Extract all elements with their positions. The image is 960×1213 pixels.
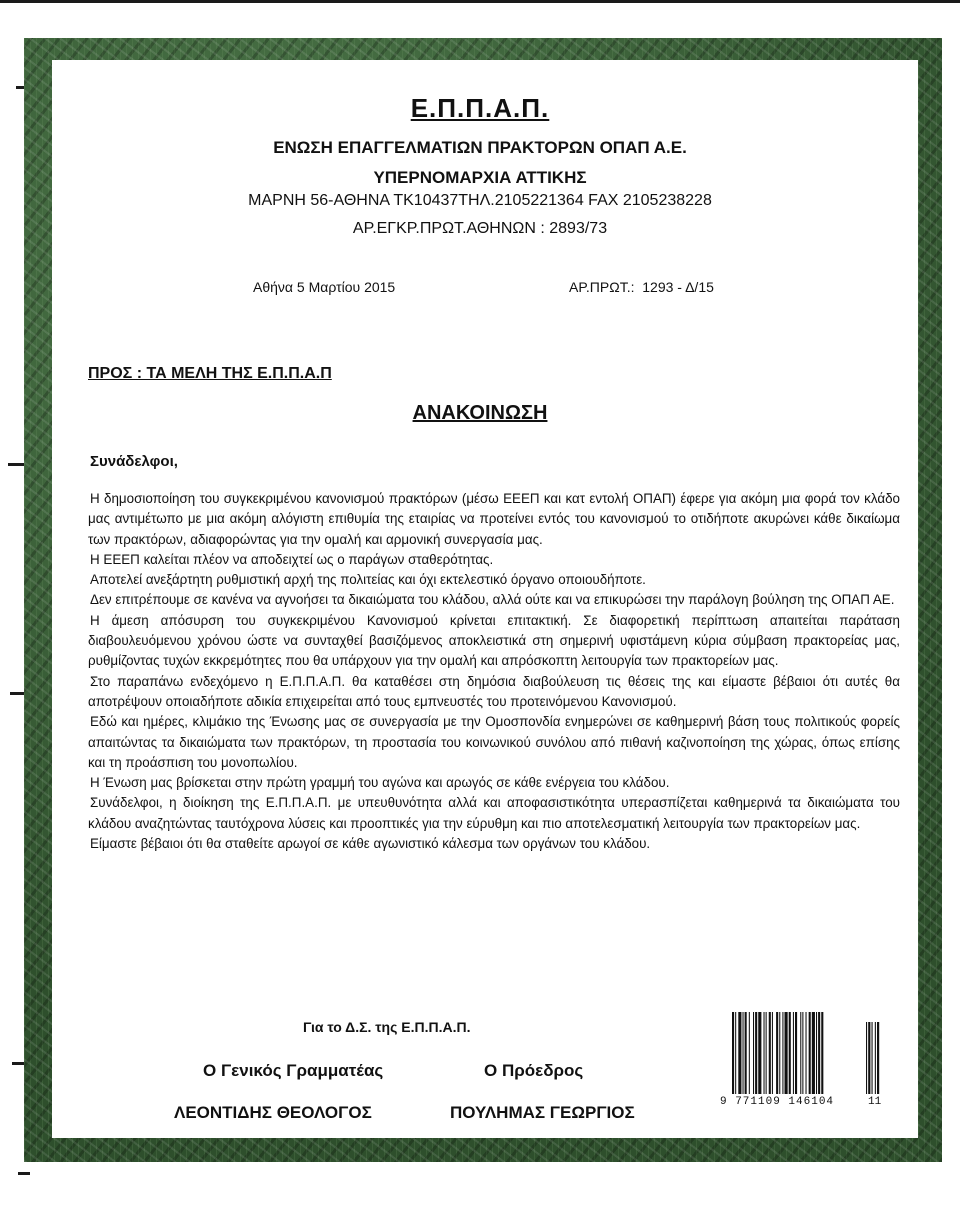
body-paragraph: Είμαστε βέβαιοι ότι θα σταθείτε αρωγοί σε κάθε αγωνιστικό κάλεσμα των οργάνων του κλάδου. xyxy=(90,836,651,852)
president-name: ΠΟΥΛΗΜΑΣ ΓΕΩΡΓΙΟΣ xyxy=(450,1103,635,1122)
announcement-heading: ΑΝΑΚΟΙΝΩΣΗ xyxy=(412,402,548,424)
body-paragraph: Στο παραπάνω ενδεχόμενο η Ε.Π.Π.Α.Π. θα καταθέσει στη δημόσια διαβούλευση τις θέσεις της και είμαστε βέβαιοι ότι αυτές θα αποτρέψουν οποιαδήποτε αδικία επιχειρείται από τους εμπνευστές του προτεινόμενου Κανονισμού. xyxy=(88,673,900,709)
document-date: Αθήνα 5 Μαρτίου 2015 xyxy=(253,279,396,295)
body-paragraph: Η ΕΕΕΠ καλείται πλέον να αποδειχτεί ως ο παράγων σταθερότητας. xyxy=(90,551,494,567)
body-paragraph: Συνάδελφοι, η διοίκηση της Ε.Π.Π.Α.Π. με υπευθυνότητα αλλά και αποφασιστικότητα υπερασπίζεται καθημερινά τα δικαιώματα του κλάδου αναζητώντας ταυτόχρονα λύσεις και προοπτικές για την εύρυθμη και πιο αποτελεσματική λειτουργία των πρακτορείων μας. xyxy=(88,795,900,831)
union-acronym: Ε.Π.Π.Α.Π. xyxy=(410,93,550,123)
contact-address: ΜΑΡΝΗ 56-ΑΘΗΝΑ ΤΚ10437ΤΗΛ.2105221364 FAX 2105238228 xyxy=(248,192,712,209)
body-paragraph: Η άμεση απόσυρση του συγκεκριμένου Κανονισμού κρίνεται επιτακτική. Σε διαφορετική περίπτωση απαιτείται παράταση διαβουλευόμενου χρόνου ώστε να συνταχθεί βασιζόμενος αποκλειστικά στη σημερινή υφιστάμενη κύρια σύμβαση πρακτορείας μας, ρυθμίζοντας τυχών εκκρεμότητες που θα υπάρχουν για την ομαλή και απρόσκοπτη λειτουργία των πρακτορείων μας. xyxy=(88,612,900,669)
body-paragraph: Η Ένωση μας βρίσκεται στην πρώτη γραμμή του αγώνα και αρωγός σε κάθε ενέργεια του κλάδου. xyxy=(90,775,670,791)
registration-number: ΑΡ.ΕΓΚΡ.ΠΡΩΤ.ΑΘΗΝΩΝ : 2893/73 xyxy=(352,220,608,237)
announcement-body xyxy=(88,489,900,854)
secretary-title: Ο Γενικός Γραμματέας xyxy=(203,1061,384,1080)
barcode-bars xyxy=(720,1012,886,1096)
barcode xyxy=(720,1012,886,1110)
body-paragraph: Δεν επιτρέπουμε σε κανένα να αγνοήσει τα δικαιώματα του κλάδου, αλλά ούτε και να επικυρώσει την παράλογη βούληση της ΟΠΑΠ ΑΕ. xyxy=(90,592,895,608)
protocol-label: ΑΡ.ΠΡΩΤ.: xyxy=(569,279,635,295)
body-paragraph: Αποτελεί ανεξάρτητη ρυθμιστική αρχή της πολιτείας και όχι εκτελεστικό όργανο οποιουδήποτε. xyxy=(90,572,646,588)
secretary-name: ΛΕΟΝΤΙΔΗΣ ΘΕΟΛΟΓΟΣ xyxy=(174,1103,372,1122)
body-paragraph: Εδώ και ημέρες, κλιμάκιο της Ένωσης μας σε συνεργασία με την Ομοσπονδία ενημερώνει σε καθημερινή βάση τους πολιτικούς φορείς απαιτώντας τα δικαιώματα των πρακτόρων, τη προστασία του κοινωνικού συνόλου από πιθανή καζινοποίηση της χώρας, όπως επίσης και τη προάσπιση του μονοπωλίου. xyxy=(88,714,900,770)
region-name: ΥΠΕΡΝΟΜΑΡΧΙΑ ΑΤΤΙΚΗΣ xyxy=(373,168,587,187)
barcode-issue-number: 11 xyxy=(868,1096,882,1108)
top-scan-edge xyxy=(0,0,960,3)
greeting: Συνάδελφοι, xyxy=(90,453,178,470)
protocol-value: 1293 - Δ/15 xyxy=(642,279,714,295)
president-title: Ο Πρόεδρος xyxy=(484,1061,584,1080)
protocol-number xyxy=(569,279,714,295)
signed-for-board: Για το Δ.Σ. της Ε.Π.Π.Α.Π. xyxy=(303,1019,471,1035)
organization-name: ΕΝΩΣΗ ΕΠΑΓΓΕΛΜΑΤΙΩΝ ΠΡΑΚΤΟΡΩΝ ΟΠΑΠ Α.Ε. xyxy=(273,138,687,157)
binder-mark xyxy=(18,1172,30,1175)
recipients-line: ΠΡΟΣ : ΤΑ ΜΕΛΗ ΤΗΣ Ε.Π.Π.Α.Π xyxy=(88,365,332,382)
barcode-digits: 9 771109 146104 xyxy=(720,1096,835,1108)
body-paragraph: Η δημοσιοποίηση του συγκεκριμένου κανονισμού πρακτόρων (μέσω ΕΕΕΠ και κατ εντολή ΟΠΑΠ) έφερε για ακόμη μια φορά τον κλάδο μας αντιμέτωπο με μια ακόμη αλόγιστη επιθυμία της εταιρίας να προτείνει εντός του κανονισμού το οτιδήποτε ακυρώνει κάθε δικαίωμα των πρακτόρων, αδιαφορώντας για την ομαλή και αρμονική συνεργασία μας. xyxy=(88,491,900,547)
